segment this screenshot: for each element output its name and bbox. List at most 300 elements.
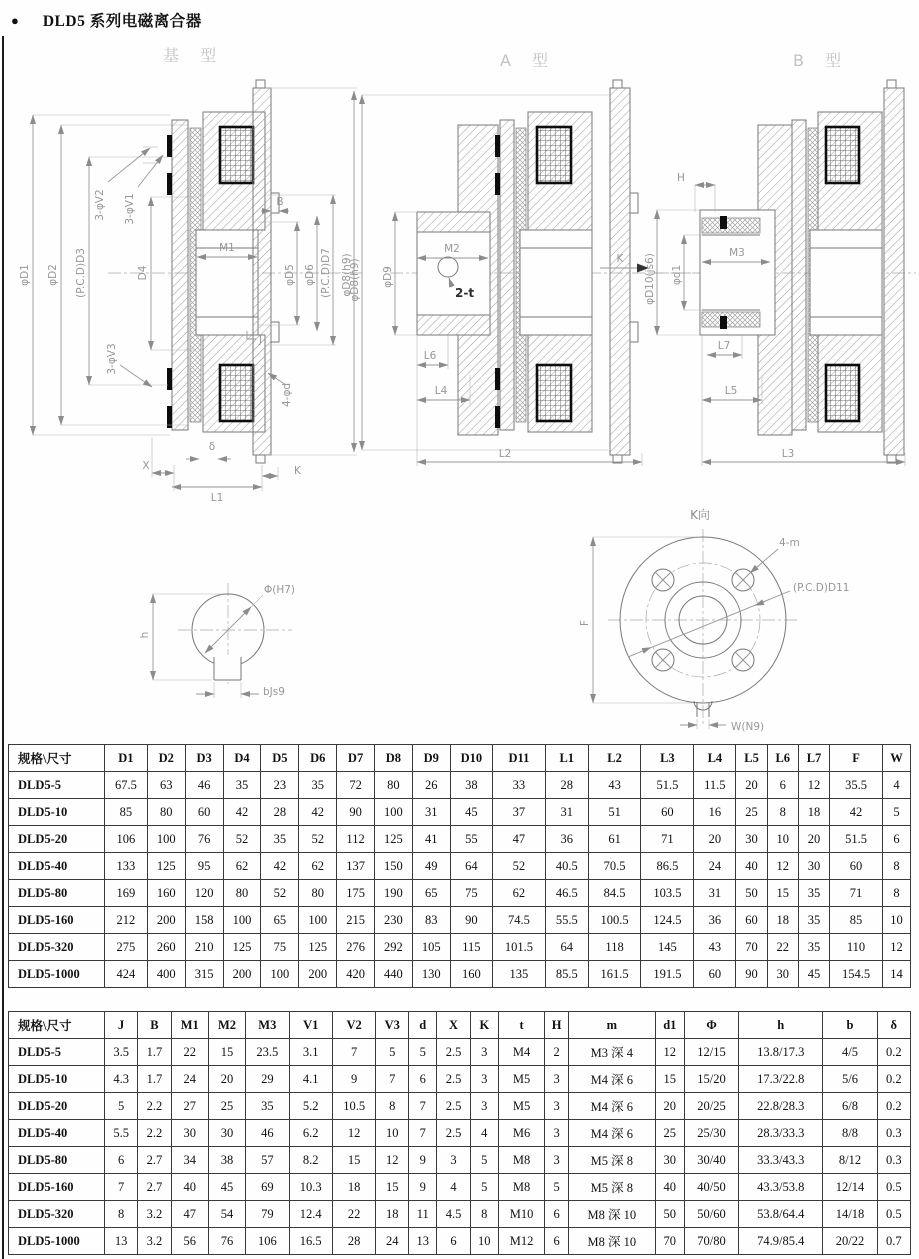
flange-tab [256, 80, 265, 88]
column-header: H [545, 1012, 569, 1039]
value-cell: 15 [332, 1147, 375, 1174]
header-row [9, 1012, 911, 1039]
column-header: D8 [375, 745, 413, 772]
value-cell: 38 [450, 772, 492, 799]
dim-label-l2: L2 [498, 448, 512, 460]
value-cell: 13 [105, 1228, 138, 1255]
dim-label-d10: φD10(js6) [644, 253, 656, 305]
coil-section [826, 127, 859, 183]
value-cell: 6 [105, 1147, 138, 1174]
value-cell: 57 [246, 1147, 289, 1174]
dim-label-l6: L6 [423, 350, 437, 362]
bullet-icon: ● [11, 12, 19, 28]
value-cell: 8/8 [823, 1120, 877, 1147]
table-row [9, 1228, 911, 1255]
seal-block [167, 173, 172, 195]
armature-section [792, 120, 806, 430]
value-cell: 24 [171, 1066, 208, 1093]
table-row [9, 1039, 911, 1066]
value-cell: M8 [498, 1147, 544, 1174]
value-cell: 35 [798, 934, 829, 961]
column-header: h [739, 1012, 823, 1039]
value-cell: 24 [694, 853, 736, 880]
value-cell: 8/12 [823, 1147, 877, 1174]
value-cell: M5 [498, 1093, 544, 1120]
value-cell: 55 [450, 826, 492, 853]
spec-cell: DLD5-40 [9, 853, 105, 880]
value-cell: 25 [208, 1093, 245, 1120]
column-header: M1 [171, 1012, 208, 1039]
value-cell: 14/18 [823, 1201, 877, 1228]
value-cell: 18 [798, 799, 829, 826]
value-cell: 50 [736, 880, 767, 907]
value-cell: 4 [437, 1174, 470, 1201]
value-cell: 3 [545, 1147, 569, 1174]
value-cell: M8 [498, 1174, 544, 1201]
value-cell: 1.7 [138, 1066, 171, 1093]
value-cell: 135 [493, 961, 546, 988]
value-cell: 100 [375, 799, 413, 826]
dimension-table-2 [8, 1011, 911, 1255]
bolt-hole [652, 649, 674, 671]
value-cell: 72 [337, 772, 375, 799]
value-cell: 12 [798, 772, 829, 799]
header-row [9, 745, 911, 772]
dim-label-b: bJs9 [263, 686, 285, 698]
flange-section [884, 88, 904, 455]
dim-label-m2: M2 [444, 243, 460, 255]
value-cell: 36 [694, 907, 736, 934]
table-row [9, 961, 911, 988]
value-cell: 74.9/85.4 [739, 1228, 823, 1255]
value-cell: 3 [437, 1147, 470, 1174]
value-cell: 42 [830, 799, 883, 826]
value-cell: 60 [736, 907, 767, 934]
value-cell: 5 [409, 1039, 437, 1066]
column-header: K [470, 1012, 498, 1039]
coil-section [537, 127, 571, 183]
value-cell: 12/14 [823, 1174, 877, 1201]
value-cell: 31 [412, 799, 450, 826]
value-cell: 40/50 [685, 1174, 739, 1201]
value-cell: 8 [882, 853, 910, 880]
column-header: W [882, 745, 910, 772]
value-cell: 35 [299, 772, 337, 799]
spec-cell: DLD5-10 [9, 1066, 105, 1093]
value-cell: 20 [655, 1093, 684, 1120]
value-cell: 260 [147, 934, 185, 961]
value-cell: 2.5 [437, 1039, 470, 1066]
value-cell: 42 [261, 853, 299, 880]
value-cell: 5 [376, 1039, 409, 1066]
value-cell: 38 [208, 1147, 245, 1174]
value-cell: 12 [332, 1120, 375, 1147]
value-cell: 100 [147, 826, 185, 853]
value-cell: 50 [655, 1201, 684, 1228]
value-cell: 5 [545, 1174, 569, 1201]
value-cell: 8 [470, 1201, 498, 1228]
value-cell: 6/8 [823, 1093, 877, 1120]
value-cell: 315 [185, 961, 223, 988]
value-cell: 80 [375, 772, 413, 799]
value-cell: 6 [545, 1201, 569, 1228]
value-cell: 56 [171, 1228, 208, 1255]
column-header: D6 [299, 745, 337, 772]
value-cell: 50/60 [685, 1201, 739, 1228]
value-cell: 29 [246, 1066, 289, 1093]
value-cell: 215 [337, 907, 375, 934]
value-cell: 52 [223, 826, 261, 853]
value-cell: 42 [223, 799, 261, 826]
dim-label-phi: Φ(H7) [264, 584, 296, 596]
value-cell: 15 [376, 1174, 409, 1201]
flange-section [610, 88, 630, 455]
dim-label-v3: 3-φV3 [106, 343, 118, 375]
value-cell: 76 [208, 1228, 245, 1255]
dim-label-d4: D4 [137, 265, 149, 281]
value-cell: 0.3 [877, 1147, 910, 1174]
value-cell: 52 [299, 826, 337, 853]
bolt-hole [652, 569, 674, 591]
value-cell: 276 [337, 934, 375, 961]
spec-cell: DLD5-20 [9, 1093, 105, 1120]
dim-label-k: K [294, 465, 301, 477]
value-cell: M8 深 10 [568, 1228, 655, 1255]
value-cell: 40 [655, 1174, 684, 1201]
value-cell: 18 [376, 1201, 409, 1228]
coil-section [220, 365, 253, 421]
value-cell: 70/80 [685, 1228, 739, 1255]
dim-label-2t: 2-t [455, 286, 475, 300]
spec-cell: DLD5-40 [9, 1120, 105, 1147]
value-cell: 70.5 [588, 853, 641, 880]
engineering-drawings [0, 35, 919, 745]
value-cell: 15 [655, 1066, 684, 1093]
value-cell: 15 [767, 880, 798, 907]
column-header: L7 [798, 745, 829, 772]
value-cell: 51.5 [641, 772, 694, 799]
value-cell: 90 [450, 907, 492, 934]
dim-label-d2: φD2 [47, 264, 59, 286]
dim-label-4d: 4-φd [281, 382, 293, 408]
value-cell: 60 [185, 799, 223, 826]
column-header: δ [877, 1012, 910, 1039]
value-cell: M8 深 10 [568, 1201, 655, 1228]
value-cell: 103.5 [641, 880, 694, 907]
spec-cell: DLD5-320 [9, 1201, 105, 1228]
value-cell: 7 [376, 1066, 409, 1093]
b-type-drawing [644, 80, 916, 466]
value-cell: 0.5 [877, 1201, 910, 1228]
value-cell: 0.2 [877, 1039, 910, 1066]
value-cell: 71 [830, 880, 883, 907]
value-cell: 30 [208, 1120, 245, 1147]
value-cell: 0.3 [877, 1120, 910, 1147]
value-cell: 124.5 [641, 907, 694, 934]
value-cell: 3.5 [105, 1039, 138, 1066]
value-cell: 35 [223, 772, 261, 799]
armature-section [172, 120, 188, 430]
value-cell: 20 [694, 826, 736, 853]
seal-block [720, 216, 727, 229]
value-cell: 16.5 [289, 1228, 332, 1255]
k-view-title: K向 [690, 508, 710, 522]
spec-cell: DLD5-160 [9, 1174, 105, 1201]
value-cell: 11.5 [694, 772, 736, 799]
value-cell: 13 [409, 1228, 437, 1255]
column-header: L4 [694, 745, 736, 772]
value-cell: 64 [450, 853, 492, 880]
value-cell: 17.3/22.8 [739, 1066, 823, 1093]
table-row [9, 1147, 911, 1174]
value-cell: 3.2 [138, 1228, 171, 1255]
column-header: V1 [289, 1012, 332, 1039]
value-cell: 5.2 [289, 1093, 332, 1120]
value-cell: 23.5 [246, 1039, 289, 1066]
column-header: m [568, 1012, 655, 1039]
dim-label-m1: M1 [219, 242, 235, 254]
seal-block [167, 368, 172, 390]
value-cell: 106 [246, 1228, 289, 1255]
bearing-section [702, 312, 760, 327]
spigot-tab [630, 193, 638, 213]
value-cell: 3.2 [138, 1201, 171, 1228]
value-cell: 33 [493, 772, 546, 799]
dim-label-d7: (P.C.D)D7 [320, 248, 332, 298]
table-row [9, 853, 911, 880]
value-cell: 47 [493, 826, 546, 853]
value-cell: 18 [332, 1174, 375, 1201]
value-cell: 3 [545, 1093, 569, 1120]
value-cell: 35 [261, 826, 299, 853]
value-cell: 62 [493, 880, 546, 907]
value-cell: 95 [185, 853, 223, 880]
value-cell: 52 [261, 880, 299, 907]
spec-cell: DLD5-320 [9, 934, 105, 961]
hub-cap [417, 315, 490, 335]
value-cell: 28.3/33.3 [739, 1120, 823, 1147]
value-cell: 71 [641, 826, 694, 853]
base-type-drawing [19, 80, 362, 504]
value-cell: 125 [299, 934, 337, 961]
column-header: V2 [332, 1012, 375, 1039]
value-cell: 3.1 [289, 1039, 332, 1066]
value-cell: 12 [655, 1039, 684, 1066]
value-cell: 8 [882, 880, 910, 907]
value-cell: 30/40 [685, 1147, 739, 1174]
value-cell: 6 [409, 1066, 437, 1093]
value-cell: 61 [588, 826, 641, 853]
value-cell: 3 [545, 1066, 569, 1093]
value-cell: 125 [147, 853, 185, 880]
value-cell: 2.7 [138, 1147, 171, 1174]
value-cell: 25 [655, 1120, 684, 1147]
dim-label-l1: L1 [210, 492, 224, 504]
value-cell: 43 [694, 934, 736, 961]
value-cell: 10 [376, 1120, 409, 1147]
value-cell: 150 [375, 853, 413, 880]
b-type-title: B 型 [793, 51, 850, 70]
seal-block [720, 316, 727, 329]
value-cell: M4 深 6 [568, 1093, 655, 1120]
flange-tab [887, 80, 896, 88]
value-cell: 100 [223, 907, 261, 934]
value-cell: 90 [337, 799, 375, 826]
value-cell: 85 [105, 799, 148, 826]
value-cell: 42 [299, 799, 337, 826]
spec-cell: DLD5-5 [9, 772, 105, 799]
value-cell: 28 [332, 1228, 375, 1255]
dim-label-d8: φD8(h9) [349, 258, 361, 302]
value-cell: 79 [246, 1201, 289, 1228]
value-cell: 101.5 [493, 934, 546, 961]
column-header: D1 [105, 745, 148, 772]
coil-section [220, 127, 253, 183]
value-cell: 45 [208, 1174, 245, 1201]
value-cell: 7 [105, 1174, 138, 1201]
value-cell: 420 [337, 961, 375, 988]
value-cell: 200 [299, 961, 337, 988]
value-cell: 12.4 [289, 1201, 332, 1228]
value-cell: 2.2 [138, 1120, 171, 1147]
value-cell: 60 [830, 853, 883, 880]
value-cell: 74.5 [493, 907, 546, 934]
dim-label-f: F [579, 619, 591, 627]
seal-block [495, 406, 500, 428]
column-header: 规格\尺寸 [9, 745, 105, 772]
k-direction-view [579, 508, 849, 733]
column-header: D9 [412, 745, 450, 772]
value-cell: 112 [337, 826, 375, 853]
value-cell: 90 [736, 961, 767, 988]
value-cell: 118 [588, 934, 641, 961]
column-header: D5 [261, 745, 299, 772]
value-cell: 70 [655, 1228, 684, 1255]
value-cell: 190 [375, 880, 413, 907]
value-cell: 2 [545, 1039, 569, 1066]
value-cell: 3 [470, 1093, 498, 1120]
value-cell: 5 [882, 799, 910, 826]
value-cell: 46 [246, 1120, 289, 1147]
column-header: D7 [337, 745, 375, 772]
value-cell: 33.3/43.3 [739, 1147, 823, 1174]
value-cell: 47 [171, 1201, 208, 1228]
spec-cell: DLD5-80 [9, 1147, 105, 1174]
value-cell: 20 [208, 1066, 245, 1093]
value-cell: 22 [332, 1201, 375, 1228]
value-cell: 191.5 [641, 961, 694, 988]
value-cell: 6 [437, 1228, 470, 1255]
value-cell: 0.2 [877, 1093, 910, 1120]
spec-cell: DLD5-160 [9, 907, 105, 934]
table-row [9, 1120, 911, 1147]
value-cell: 12/15 [685, 1039, 739, 1066]
value-cell: 9 [332, 1066, 375, 1093]
value-cell: 154.5 [830, 961, 883, 988]
column-header: L2 [588, 745, 641, 772]
value-cell: 0.5 [877, 1174, 910, 1201]
value-cell: 35.5 [830, 772, 883, 799]
value-cell: 31 [694, 880, 736, 907]
value-cell: 24 [376, 1228, 409, 1255]
dim-label-gap: δ [208, 441, 216, 453]
value-cell: 76 [185, 826, 223, 853]
dim-label-d8: φD8(h9) [341, 253, 353, 297]
value-cell: 60 [694, 961, 736, 988]
value-cell: 30 [736, 826, 767, 853]
dim-label-d6: φD6 [304, 264, 316, 286]
page-title: DLD5 系列电磁离合器 [42, 13, 202, 30]
value-cell: 28 [545, 772, 588, 799]
value-cell: 175 [337, 880, 375, 907]
value-cell: 125 [375, 826, 413, 853]
value-cell: 84.5 [588, 880, 641, 907]
value-cell: 31 [545, 799, 588, 826]
value-cell: 75 [261, 934, 299, 961]
spec-cell: DLD5-1000 [9, 961, 105, 988]
value-cell: 7 [409, 1093, 437, 1120]
spec-cell: DLD5-20 [9, 826, 105, 853]
dim-label-v1: 3-φV1 [124, 193, 136, 225]
table-row [9, 826, 911, 853]
dim-label-l5: L5 [724, 385, 738, 397]
value-cell: 1.7 [138, 1039, 171, 1066]
value-cell: 5 [470, 1174, 498, 1201]
table-row [9, 799, 911, 826]
column-header: F [830, 745, 883, 772]
value-cell: 30 [171, 1120, 208, 1147]
value-cell: 0.7 [877, 1228, 910, 1255]
a-type-title: A 型 [500, 51, 557, 70]
value-cell: 6 [767, 772, 798, 799]
bolt-hole [732, 649, 754, 671]
value-cell: 0.2 [877, 1066, 910, 1093]
table-row [9, 1066, 911, 1093]
column-header: V3 [376, 1012, 409, 1039]
value-cell: 5.5 [105, 1120, 138, 1147]
seal-block [495, 368, 500, 390]
value-cell: 6 [545, 1228, 569, 1255]
table-row [9, 907, 911, 934]
spec-cell: DLD5-10 [9, 799, 105, 826]
value-cell: 30 [798, 853, 829, 880]
value-cell: 137 [337, 853, 375, 880]
value-cell: 69 [246, 1174, 289, 1201]
column-header: D10 [450, 745, 492, 772]
column-header: L3 [641, 745, 694, 772]
value-cell: 169 [105, 880, 148, 907]
value-cell: M5 深 8 [568, 1174, 655, 1201]
value-cell: 45 [798, 961, 829, 988]
table-row [9, 880, 911, 907]
column-header: D11 [493, 745, 546, 772]
table-row [9, 1093, 911, 1120]
value-cell: 43 [588, 772, 641, 799]
value-cell: 12 [376, 1147, 409, 1174]
value-cell: 100 [261, 961, 299, 988]
dim-label-l4: L4 [434, 385, 448, 397]
value-cell: 9 [409, 1147, 437, 1174]
flange-section [253, 88, 271, 455]
value-cell: 67.5 [105, 772, 148, 799]
column-header: M3 [246, 1012, 289, 1039]
value-cell: 85 [830, 907, 883, 934]
hub-section [520, 230, 592, 335]
value-cell: 133 [105, 853, 148, 880]
dim-label-d9: φD9 [382, 266, 394, 288]
value-cell: M6 [498, 1120, 544, 1147]
value-cell: 20/25 [685, 1093, 739, 1120]
